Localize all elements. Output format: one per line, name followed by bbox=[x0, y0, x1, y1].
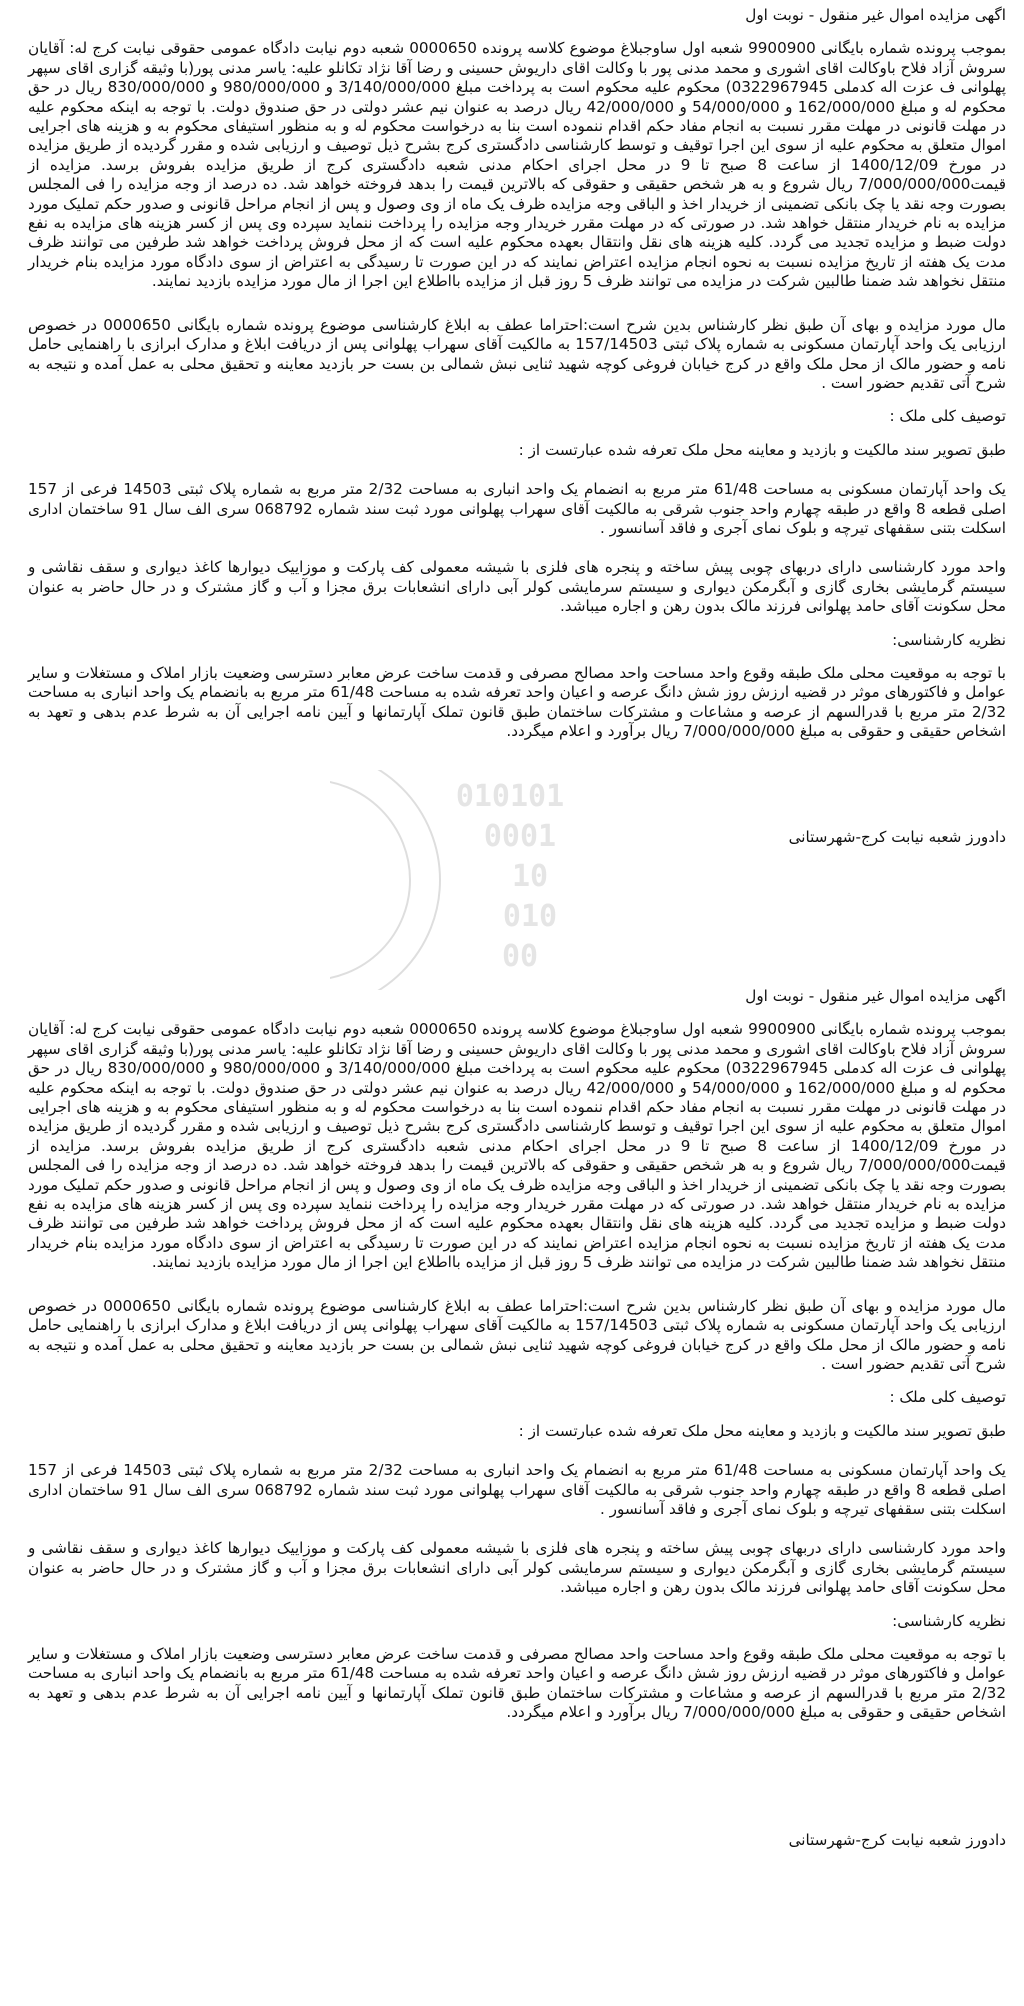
expert-opinion-text: با توجه به موقعیت محلی ملک طبقه وقوع واحد مساحت واحد مصالح مصرفی و قدمت ساخت عرض معابر دسترسی وضعیت بازار املاک و مستغلات و سایر عوامل و فاکتورهای موثر در قضیه ارزش روز شش دانگ عرصه و اعیان واحد تعرفه شده به مساحت 61/48 متر مربع به بانضمام یک واحد انباری به مساحت 2/32 متر مربع با قدرالسهم از عرصه و مشاعات و مشترکات ساختمان طبق قانون تملک آپارتمانها و آیین نامه اجرایی آن به شرط عدم بدهی و تعهد به اشخاص حقیقی و حقوقی به مبلغ 7/000/000/000 ریال برآورد و اعلام میگردد. bbox=[28, 1644, 1006, 1722]
section-heading-expert-opinion: نظریه کارشناسی: bbox=[892, 1611, 1006, 1630]
section-heading-property: توصیف کلی ملک : bbox=[889, 1388, 1006, 1407]
notice-body: بموجب پرونده شماره بایگانی 9900900 شعبه اول ساوجبلاغ موضوع کلاسه پرونده 0000650 شعبه دوم نیابت دادگاه عمومی حقوقی نیابت کرج له: آقایان سروش آزاد فلاح باوکالت اقای اشوری و محمد مدنی پور با وکالت اقای داریوش حسینی و رضا آقا نژاد تکانلو علیه: یاسر مدنی پور(با وثیقه گزاری اقای سپهر پهلوانی ف عزت اله کدملی 0322967945) محکوم علیه محکوم است به پرداخت مبلغ 3/140/000/000 و 980/000/000 و 830/000/000 ریال در حق محکوم له و مبلغ 162/000/000 و 54/000/000 و 42/000/000 ریال درصد به عنوان نیم عشر دولتی در حق صندوق دولت. با توجه به اینکه محکوم علیه در مهلت قانونی در مهلت مقرر نسبت به انجام مفاد حکم اقدام ننموده است بنا به درخواست محکوم له و به منظور استیفای محکوم به و هزینه های اجرایی اموال متعلق به محکوم علیه از سوی این اجرا توقیف و توسط کارشناسی دادگستری کرج بشرح ذیل توصیف و ارزیابی شده و مقرر گردیده از طریق مزایده در مورخ 1400/12/09 از ساعت 8 صبح تا 9 در محل اجرای احکام مدنی شعبه دادگستری کرج از طریق مزایده بفروش برسد. مزایده از قیمت7/000/000/000 ریال شروع و به هر شخص حقیقی و حقوقی که بالاترین قیمت را بدهد فروخته خواهد شد. ده درصد از وجه مزایده را فی المجلس بصورت وجه نقد یا چک بانکی تضمینی از خریدار اخذ و الباقی وجه مزایده ظرف یک ماه از وی وصول و پس از انجام مراحل قانونی و صدور حکم تملیک مورد مزایده به نام خریدار منتقل خواهد شد. در صورتی که در مهلت مقرر خریدار وجه مزایده را پرداخت ننماید سپرده وی پس از کسر هزینه های مزایده به نفع دولت ضبط و مزایده تجدید می گردد. کلیه هزینه های نقل وانتقال بعهده محکوم علیه است که از محل فروش پرداخت خواهد شد طرفین می توانند ظرف مدت یک هفته از تاریخ مزایده نسبت به نحوه انجام مزایده اعتراض نمایند که در این صورت تا رسیدگی به اعتراض از سوی دادگاه مورد مزایده بنام خریدار منتقل نخواهد شد ضمنا طالبین شرکت در مزایده می توانند ظرف 5 روز قبل از مزایده بااطلاع این اجرا از مال مورد مزایده بازدید نمایند. bbox=[28, 39, 1006, 291]
notice-body-expert-assessment: مال مورد مزایده و بهای آن طبق نظر کارشناس بدین شرح است:احتراما عطف به ابلاغ کارشناسی موضوع پرونده شماره بایگانی 0000650 در خصوص ارزیابی یک واحد آپارتمان مسکونی به شماره پلاک ثبتی 157/14503 به مالکیت آقای سهراب پهلوانی پس از دریافت ابلاغ و مدارک ابرازی با راهنمایی حامل نامه و حضور مالک از محل ملک واقع در کرج خیابان فروغی کوچه شهید ثنایی نبش شمالی بن بست حر بازدید معاینه و تحقیق محلی به عمل آمده و نتیجه به شرح آتی تقدیم حضور است . bbox=[28, 1296, 1006, 1373]
svg-text:010101: 010101 bbox=[455, 779, 565, 814]
signature: دادورز شعبه نیابت کرج-شهرستانی bbox=[788, 827, 1006, 846]
property-features: واحد مورد کارشناسی دارای دربهای چوبی پیش ساخته و پنجره های فلزی با شیشه معمولی کف پارکت و موزاییک دیوارها کاغذ دیواری و سقف نقاشی و سیستم گرمایشی بخاری گازی و آبگرمکن دیواری و سیستم سرمایشی کولر آبی دارای انشعابات برق مجزا و آب و گاز مشترک و در حال حاضر به عنوان محل سکونت آقای حامد پهلوانی فرزند مالک بدون رهن و اجاره میباشد. bbox=[28, 558, 1006, 616]
notice-body: بموجب پرونده شماره بایگانی 9900900 شعبه اول ساوجبلاغ موضوع کلاسه پرونده 0000650 شعبه دوم نیابت دادگاه عمومی حقوقی نیابت کرج له: آقایان سروش آزاد فلاح باوکالت اقای اشوری و محمد مدنی پور با وکالت اقای داریوش حسینی و رضا آقا نژاد تکانلو علیه: یاسر مدنی پور(با وثیقه گزاری اقای سپهر پهلوانی ف عزت اله کدملی 0322967945) محکوم علیه محکوم است به پرداخت مبلغ 3/140/000/000 و 980/000/000 و 830/000/000 ریال در حق محکوم له و مبلغ 162/000/000 و 54/000/000 و 42/000/000 ریال درصد به عنوان نیم عشر دولتی در حق صندوق دولت. با توجه به اینکه محکوم علیه در مهلت قانونی در مهلت مقرر نسبت به انجام مفاد حکم اقدام ننموده است بنا به درخواست محکوم له و به منظور استیفای محکوم به و هزینه های اجرایی اموال متعلق به محکوم علیه از سوی این اجرا توقیف و توسط کارشناسی دادگستری کرج بشرح ذیل توصیف و ارزیابی شده و مقرر گردیده از طریق مزایده در مورخ 1400/12/09 از ساعت 8 صبح تا 9 در محل اجرای احکام مدنی شعبه دادگستری کرج از طریق مزایده بفروش برسد. مزایده از قیمت7/000/000/000 ریال شروع و به هر شخص حقیقی و حقوقی که بالاترین قیمت را بدهد فروخته خواهد شد. ده درصد از وجه مزایده را فی المجلس بصورت وجه نقد یا چک بانکی تضمینی از خریدار اخذ و الباقی وجه مزایده ظرف یک ماه از وی وصول و پس از انجام مراحل قانونی و صدور حکم تملیک مورد مزایده به نام خریدار منتقل خواهد شد. در صورتی که در مهلت مقرر خریدار وجه مزایده را پرداخت ننماید سپرده وی پس از کسر هزینه های مزایده به نفع دولت ضبط و مزایده تجدید می گردد. کلیه هزینه های نقل وانتقال بعهده محکوم علیه است که از محل فروش پرداخت خواهد شد طرفین می توانند ظرف مدت یک هفته از تاریخ مزایده نسبت به نحوه انجام مزایده اعتراض نمایند که در این صورت تا رسیدگی به اعتراض از سوی دادگاه مورد مزایده بنام خریدار منتقل نخواهد شد ضمنا طالبین شرکت در مزایده می توانند ظرف 5 روز قبل از مزایده بااطلاع این اجرا از مال مورد مزایده بازدید نمایند. bbox=[28, 1020, 1006, 1272]
notice-body-expert-assessment: مال مورد مزایده و بهای آن طبق نظر کارشناس بدین شرح است:احتراما عطف به ابلاغ کارشناسی موضوع پرونده شماره بایگانی 0000650 در خصوص ارزیابی یک واحد آپارتمان مسکونی به شماره پلاک ثبتی 157/14503 به مالکیت آقای سهراب پهلوانی پس از دریافت ابلاغ و مدارک ابرازی با راهنمایی حامل نامه و حضور مالک از محل ملک واقع در کرج خیابان فروغی کوچه شهید ثنایی نبش شمالی بن بست حر بازدید معاینه و تحقیق محلی به عمل آمده و نتیجه به شرح آتی تقدیم حضور است . bbox=[28, 315, 1006, 392]
auction-notice-1 bbox=[28, 6, 1006, 847]
notice-title: اگهی مزایده اموال غیر منقول - نوبت اول bbox=[745, 987, 1006, 1005]
property-features: واحد مورد کارشناسی دارای دربهای چوبی پیش ساخته و پنجره های فلزی با شیشه معمولی کف پارکت و موزاییک دیوارها کاغذ دیواری و سقف نقاشی و سیستم گرمایشی بخاری گازی و آبگرمکن دیواری و سیستم سرمایشی کولر آبی دارای انشعابات برق مجزا و آب و گاز مشترک و در حال حاضر به عنوان محل سکونت آقای حامد پهلوانی فرزند مالک بدون رهن و اجاره میباشد. bbox=[28, 1539, 1006, 1597]
section-heading-expert-opinion: نظریه کارشناسی: bbox=[892, 630, 1006, 649]
property-description: یک واحد آپارتمان مسکونی به مساحت 61/48 متر مربع به انضمام یک واحد انباری به مساحت 2/32 متر مربع به شماره پلاک ثبتی 14503 فرعی از 157 اصلی قطعه 8 واقع در طبقه چهارم واحد جنوب شرقی به مالکیت آقای سهراب پهلوانی مورد ثبت سند شماره 068792 سری الف سال 91 ساختمان اداری اسکلت بتنی سقفهای تیرچه و بلوک نمای آجری و فاقد آسانسور . bbox=[28, 480, 1007, 537]
svg-text:10: 10 bbox=[511, 859, 549, 894]
property-description: یک واحد آپارتمان مسکونی به مساحت 61/48 متر مربع به انضمام یک واحد انباری به مساحت 2/32 متر مربع به شماره پلاک ثبتی 14503 فرعی از 157 اصلی قطعه 8 واقع در طبقه چهارم واحد جنوب شرقی به مالکیت آقای سهراب پهلوانی مورد ثبت سند شماره 068792 سری الف سال 91 ساختمان اداری اسکلت بتنی سقفهای تیرچه و بلوک نمای آجری و فاقد آسانسور . bbox=[28, 1461, 1007, 1518]
svg-text:0001: 0001 bbox=[483, 819, 557, 854]
svg-text:00: 00 bbox=[501, 939, 539, 974]
section-heading-property: توصیف کلی ملک : bbox=[889, 407, 1006, 426]
property-intro: طبق تصویر سند مالکیت و بازدید و معاینه محل ملک تعرفه شده عبارتست از : bbox=[518, 440, 1006, 459]
property-intro: طبق تصویر سند مالکیت و بازدید و معاینه محل ملک تعرفه شده عبارتست از : bbox=[518, 1421, 1006, 1440]
svg-text:010: 010 bbox=[502, 899, 558, 934]
auction-notice-2 bbox=[28, 987, 1006, 1850]
signature: دادورز شعبه نیابت کرج-شهرستانی bbox=[788, 1830, 1006, 1849]
notice-title: اگهی مزایده اموال غیر منقول - نوبت اول bbox=[745, 6, 1006, 24]
expert-opinion-text: با توجه به موقعیت محلی ملک طبقه وقوع واحد مساحت واحد مصالح مصرفی و قدمت ساخت عرض معابر دسترسی وضعیت بازار املاک و مستغلات و سایر عوامل و فاکتورهای موثر در قضیه ارزش روز شش دانگ عرصه و اعیان واحد تعرفه شده به مساحت 61/48 متر مربع به بانضمام یک واحد انباری به مساحت 2/32 متر مربع با قدرالسهم از عرصه و مشاعات و مشترکات ساختمان طبق قانون تملک آپارتمانها و آیین نامه اجرایی آن به شرط عدم بدهی و تعهد به اشخاص حقیقی و حقوقی به مبلغ 7/000/000/000 ریال برآورد و اعلام میگردد. bbox=[28, 663, 1006, 741]
